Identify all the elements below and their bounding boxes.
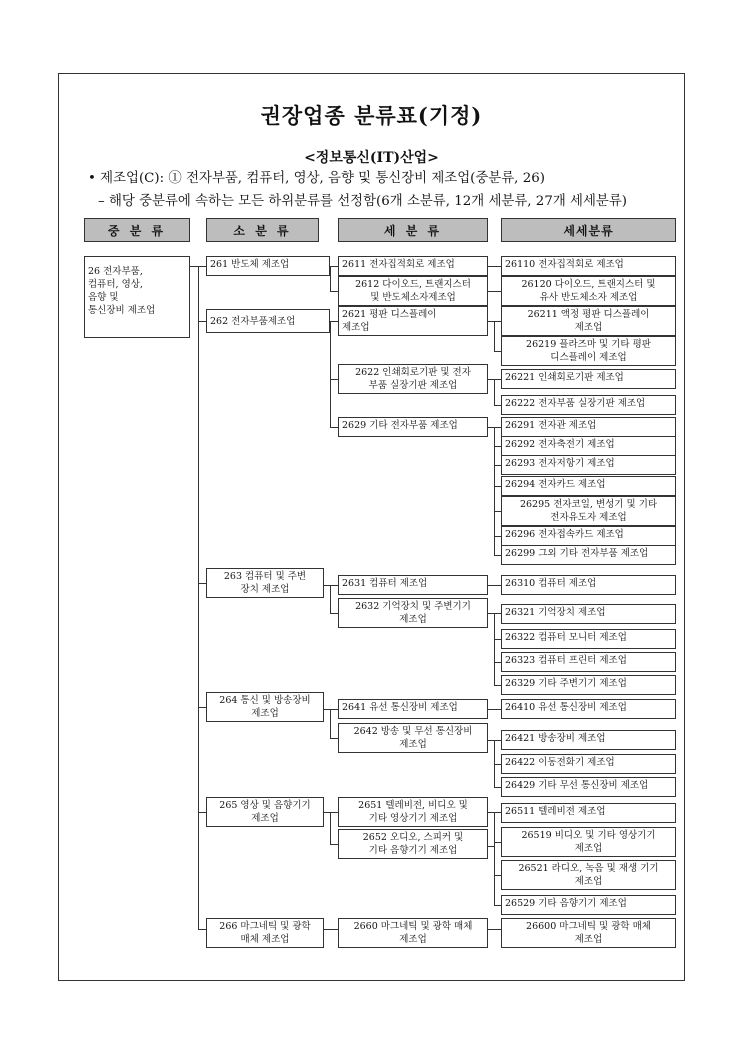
- detail-category-box: 26600 마그네틱 및 광학 매체 제조업: [501, 918, 676, 948]
- detail-category-box: 26120 다이오드, 트랜지스터 및 유사 반도체소자 제조업: [501, 276, 676, 306]
- connector-line: [330, 321, 338, 322]
- sub-category-box: 2622 인쇄회로기판 및 전자 부품 실장기판 제조업: [338, 364, 488, 394]
- connector-line: [324, 812, 338, 813]
- connector-line: [330, 427, 338, 428]
- connector-line: [330, 321, 331, 427]
- small-category-box: 264 통신 및 방송장비 제조업: [206, 692, 324, 722]
- connector-line: [190, 266, 198, 267]
- detail-category-box: 26222 전자부품 실장기판 제조업: [501, 395, 676, 415]
- detail-category-box: 26323 컴퓨터 프린터 제조업: [501, 652, 676, 672]
- connector-line: [330, 585, 331, 613]
- detail-category-box: 26511 텔레비전 제조업: [501, 803, 676, 823]
- connector-line: [494, 685, 501, 686]
- detail-category-box: 26299 그외 기타 전자부품 제조업: [501, 545, 676, 565]
- detail-category-box: 26329 기타 주변기기 제조업: [501, 675, 676, 695]
- detail-category-box: 26529 기타 음향기기 제조업: [501, 895, 676, 915]
- connector-line: [494, 875, 501, 876]
- detail-category-box: 26322 컴퓨터 모니터 제조업: [501, 629, 676, 649]
- sub-category-box: 2642 방송 및 무선 통신장비 제조업: [338, 723, 488, 753]
- connector-line: [198, 707, 206, 708]
- connector-line: [494, 812, 495, 842]
- page-title: 권장업종 분류표(기정): [260, 103, 483, 128]
- connector-line: [494, 662, 501, 663]
- detail-category-box: 26296 전자접속카드 제조업: [501, 526, 676, 546]
- sub-category-box: 2611 전자집적회로 제조업: [338, 256, 488, 276]
- sub-category-box: 2652 오디오, 스피커 및 기타 음향기기 제조업: [338, 829, 488, 859]
- connector-line: [330, 709, 331, 738]
- detail-category-box: 26429 기타 무선 통신장비 제조업: [501, 777, 676, 797]
- connector-line: [198, 321, 206, 322]
- sub-category-box: 2632 기억장치 및 주변기기 제조업: [338, 598, 488, 628]
- column-header-sub: 세 분 류: [338, 218, 488, 242]
- connector-line: [488, 929, 501, 930]
- detail-category-box: 26294 전자카드 제조업: [501, 476, 676, 496]
- detail-category-box: 26221 인쇄회로기판 제조업: [501, 369, 676, 389]
- connector-line: [494, 639, 501, 640]
- connector-line: [494, 511, 501, 512]
- detail-category-box: 26519 비디오 및 기타 영상기기 제조업: [501, 827, 676, 857]
- connector-line: [494, 787, 501, 788]
- connector-line: [324, 585, 338, 586]
- connector-line: [494, 842, 495, 905]
- connector-line: [494, 555, 501, 556]
- small-category-box: 261 반도체 제조업: [206, 256, 330, 276]
- detail-category-box: 26310 컴퓨터 제조업: [501, 575, 676, 595]
- connector-line: [494, 405, 501, 406]
- connector-line: [330, 379, 338, 380]
- detail-category-box: 26521 라디오, 녹음 및 재생 기기 제조업: [501, 860, 676, 890]
- connector-line: [330, 738, 338, 739]
- sub-category-box: 2660 마그네틱 및 광학 매체 제조업: [338, 918, 488, 948]
- connector-line: [494, 613, 495, 685]
- small-category-box: 266 마그네틱 및 광학 매체 제조업: [206, 918, 324, 948]
- sub-category-box: 2612 다이오드, 트랜지스터 및 반도체소자제조업: [338, 276, 488, 306]
- connector-line: [324, 929, 338, 930]
- page-subtitle: <정보통신(IT)산업>: [304, 150, 439, 166]
- detail-category-box: 26421 방송장비 제조업: [501, 730, 676, 750]
- connector-line: [330, 266, 331, 291]
- detail-category-box: 26110 전자집적회로 제조업: [501, 256, 676, 276]
- column-header-small: 소 분 류: [206, 218, 319, 242]
- column-header-mid: 중 분 류: [84, 218, 190, 242]
- connector-line: [494, 351, 501, 352]
- small-category-box: 262 전자부품제조업: [206, 309, 330, 333]
- detail-category-box: 26292 전자축전기 제조업: [501, 436, 676, 456]
- connector-line: [494, 486, 501, 487]
- sub-category-box: 2621 평판 디스플레이 제조업: [338, 306, 488, 336]
- detail-category-box: 26219 플라즈마 및 기타 평판 디스플레이 제조업: [501, 336, 676, 366]
- scope-bullet: • 제조업(C): ① 전자부품, 컴퓨터, 영상, 음향 및 통신장비 제조업(중분류, 26): [88, 171, 545, 186]
- connector-line: [488, 266, 501, 267]
- connector-line: [198, 812, 206, 813]
- connector-line: [198, 266, 206, 267]
- connector-line: [494, 446, 501, 447]
- detail-category-box: 26295 전자코일, 변성기 및 기타 전자유도자 제조업: [501, 496, 676, 526]
- scope-note: – 해당 중분류에 속하는 모든 하위분류를 선정함(6개 소분류, 12개 세분류, 27개 세세분류): [98, 194, 628, 209]
- detail-category-box: 26410 유선 통신장비 제조업: [501, 699, 676, 719]
- detail-category-box: 26422 이동전화기 제조업: [501, 754, 676, 774]
- detail-category-box: 26211 액정 평판 디스플레이 제조업: [501, 306, 676, 336]
- sub-category-box: 2629 기타 전자부품 제조업: [338, 417, 488, 437]
- column-header-detail: 세세분류: [501, 218, 676, 242]
- connector-line: [198, 929, 206, 930]
- connector-line: [494, 842, 501, 843]
- connector-line: [488, 585, 501, 586]
- detail-category-box: 26291 전자관 제조업: [501, 417, 676, 437]
- connector-line: [198, 583, 206, 584]
- connector-line: [494, 905, 501, 906]
- connector-line: [324, 709, 338, 710]
- connector-line: [330, 812, 331, 844]
- mid-category-box: 26 전자부품, 컴퓨터, 영상, 음향 및 통신장비 제조업: [84, 256, 190, 338]
- small-category-box: 265 영상 및 음향기기 제조업: [206, 797, 324, 827]
- sub-category-box: 2641 유선 통신장비 제조업: [338, 699, 488, 719]
- connector-line: [198, 266, 199, 929]
- connector-line: [494, 379, 495, 405]
- connector-line: [330, 291, 338, 292]
- connector-line: [494, 764, 501, 765]
- connector-line: [488, 709, 501, 710]
- connector-line: [494, 465, 501, 466]
- detail-category-box: 26293 전자저항기 제조업: [501, 455, 676, 475]
- detail-category-box: 26321 기억장치 제조업: [501, 604, 676, 624]
- connector-line: [330, 266, 338, 267]
- connector-line: [488, 291, 501, 292]
- connector-line: [494, 536, 501, 537]
- connector-line: [330, 844, 338, 845]
- sub-category-box: 2651 텔레비전, 비디오 및 기타 영상기기 제조업: [338, 797, 488, 827]
- connector-line: [330, 613, 338, 614]
- sub-category-box: 2631 컴퓨터 제조업: [338, 575, 488, 595]
- connector-line: [494, 321, 495, 351]
- small-category-box: 263 컴퓨터 및 주변 장치 제조업: [206, 568, 324, 598]
